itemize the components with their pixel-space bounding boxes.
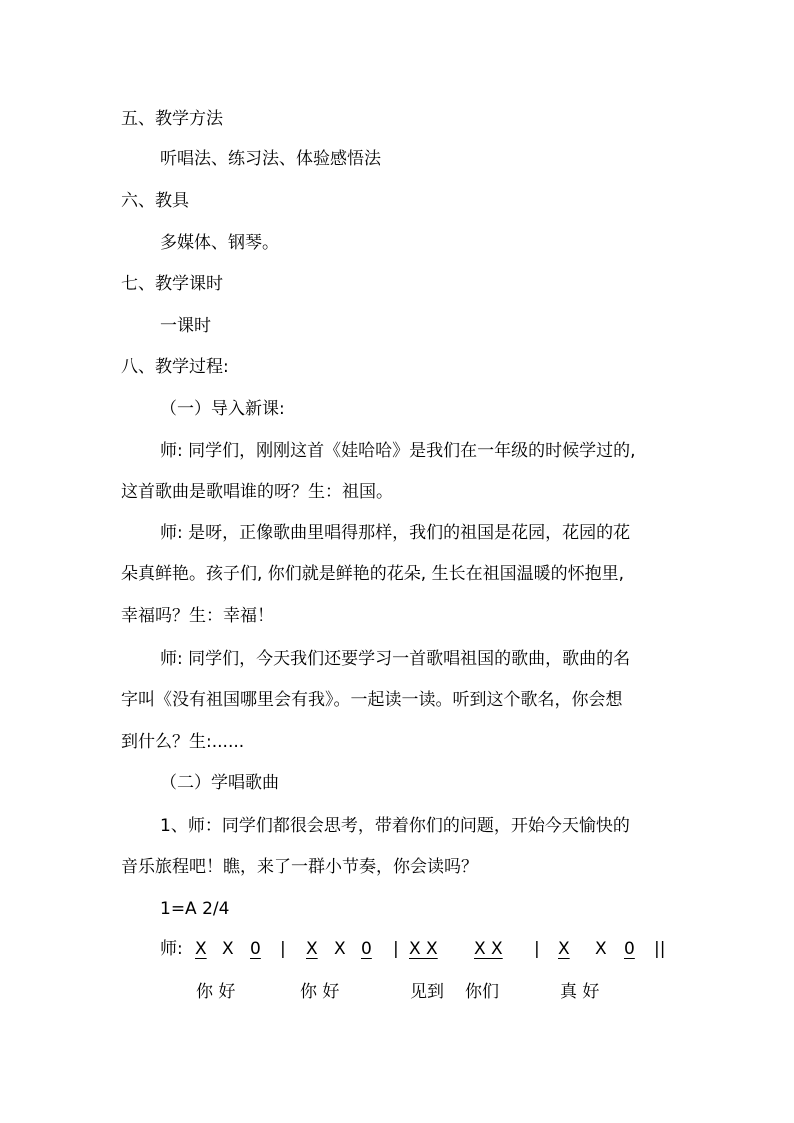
section-7-body: 一课时 (160, 316, 211, 336)
paragraph-2-line-2: 朵真鲜艳。孩子们, 你们就是鲜艳的花朵, 生长在祖国温暖的怀抱里, (121, 564, 625, 584)
lyric-word: 你们 (465, 982, 499, 1002)
subsection-2-title: （二）学唱歌曲 (160, 773, 279, 793)
paragraph-4-line-1: 1、师：同学们都很会思考，带着你们的问题，开始今天愉快的 (160, 816, 630, 836)
rhythm-note: X (334, 939, 346, 959)
final-barline: || (654, 939, 666, 959)
rhythm-rest: 0 (250, 939, 261, 959)
lyric-word: 你 好 (196, 982, 236, 1002)
barline: | (280, 939, 286, 959)
paragraph-3-line-1: 师: 同学们，今天我们还要学习一首歌唱祖国的歌曲，歌曲的名 (160, 649, 631, 669)
rhythm-eighth-pair: X X (409, 939, 438, 959)
barline: | (534, 939, 540, 959)
paragraph-4-line-2: 音乐旅程吧！瞧，来了一群小节奏，你会读吗？ (121, 857, 478, 877)
rhythm-prefix: 师: (160, 939, 183, 959)
lyric-word: 你 好 (300, 982, 340, 1002)
rhythm-note: X (195, 939, 207, 959)
section-8-title: 八、教学过程: (121, 357, 229, 377)
barline: | (393, 939, 399, 959)
rhythm-note: X (558, 939, 570, 959)
section-6-body: 多媒体、钢琴。 (160, 233, 279, 253)
paragraph-2-line-1: 师: 是呀，正像歌曲里唱得那样，我们的祖国是花园，花园的花 (160, 523, 631, 543)
key-signature: 1=A 2/4 (160, 899, 230, 919)
rhythm-rest: 0 (624, 939, 635, 959)
section-6-title: 六、教具 (121, 191, 189, 211)
subsection-1-title: （一）导入新课: (160, 399, 285, 419)
rhythm-eighth-pair: X X (474, 939, 503, 959)
lyric-word: 见到 (410, 982, 444, 1002)
section-5-title: 五、教学方法 (121, 109, 223, 129)
section-7-title: 七、教学课时 (121, 274, 223, 294)
rhythm-rest: 0 (361, 939, 372, 959)
paragraph-3-line-2: 字叫《没有祖国哪里会有我》。一起读一读。听到这个歌名，你会想 (121, 690, 623, 710)
paragraph-1-line-2: 这首歌曲是歌唱谁的呀？生：祖国。 (121, 482, 393, 502)
rhythm-notation (160, 938, 680, 964)
rhythm-note: X (595, 939, 607, 959)
paragraph-3-line-3: 到什么？生:...... (121, 732, 245, 752)
paragraph-2-line-3: 幸福吗？生：幸福！ (121, 606, 274, 626)
lyric-word: 真 好 (560, 982, 600, 1002)
rhythm-note: X (222, 939, 234, 959)
section-5-body: 听唱法、练习法、体验感悟法 (160, 149, 381, 169)
paragraph-1-line-1: 师: 同学们，刚刚这首《娃哈哈》是我们在一年级的时候学过的, (160, 441, 636, 461)
rhythm-note: X (306, 939, 318, 959)
